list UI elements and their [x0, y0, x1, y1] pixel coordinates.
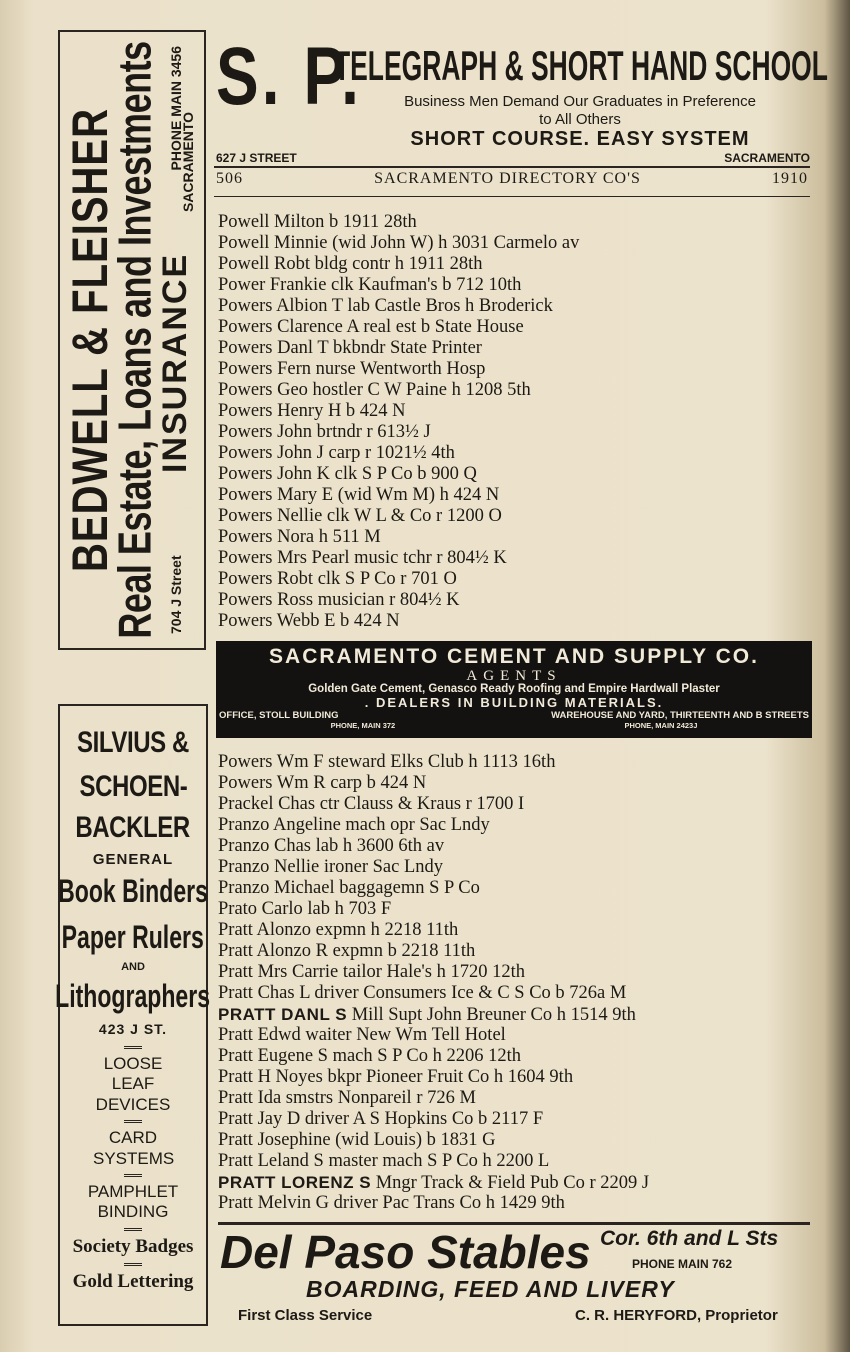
list-item: Pratt Melvin G driver Pac Trans Co h 1429 9th — [218, 1193, 565, 1213]
list-item: Powell Minnie (wid John W) h 3031 Carmelo av — [218, 233, 580, 253]
bedwell-business: Real Estate, Loans and Investments — [107, 41, 161, 639]
list-item: Pratt Mrs Carrie tailor Hale's h 1720 12th — [218, 962, 525, 982]
running-title: SACRAMENTO DIRECTORY CO'S — [374, 170, 641, 187]
list-item: Powers Clarence A real est b State House — [218, 317, 524, 337]
list-item: Powell Milton b 1911 28th — [218, 212, 417, 232]
silvius-svc-gold: Gold Lettering — [72, 1270, 194, 1292]
divider — [124, 1120, 142, 1123]
list-item: Powers Ross musician r 804½ K — [218, 590, 460, 610]
list-item: Powers Mrs Pearl music tchr r 804½ K — [218, 548, 507, 568]
list-item: Powers Webb E b 424 N — [218, 611, 400, 631]
header-sub-line-1: Business Men Demand Our Graduates in Preference — [404, 93, 756, 110]
bold-rest: Mngr Track & Field Pub Co r 2209 J — [371, 1173, 650, 1193]
running-year: 1910 — [772, 170, 808, 187]
cement-products: Golden Gate Cement, Genasco Ready Roofing and Empire Hardwall Plaster — [308, 683, 720, 695]
list-item: Pratt Edwd waiter New Wm Tell Hotel — [218, 1025, 506, 1045]
list-item: Powers Mary E (wid Wm M) h 424 N — [218, 485, 500, 505]
list-item: Powers Henry H b 424 N — [218, 401, 406, 421]
bold-name: PRATT LORENZ S — [218, 1173, 372, 1192]
cement-title: SACRAMENTO CEMENT AND SUPPLY CO. — [269, 645, 759, 668]
cement-locations — [216, 710, 812, 721]
list-item: Powers Nora h 511 M — [218, 527, 381, 547]
list-item: Pratt Ida smstrs Nonpareil r 726 M — [218, 1088, 476, 1108]
silvius-svc-loose-leaf: LOOSE LEAF DEVICES — [95, 1053, 171, 1114]
cement-phone-1: PHONE, MAIN 372 — [330, 721, 396, 730]
list-item: Prato Carlo lab h 703 F — [218, 899, 392, 919]
cement-phone-2: PHONE, MAIN 2423J — [624, 721, 698, 730]
silvius-name-2: SCHOEN- — [79, 769, 187, 803]
list-item: Powers Nellie clk W L & Co r 1200 O — [218, 506, 502, 526]
list-item: Pratt Jay D driver A S Hopkins Co b 2117 F — [218, 1109, 544, 1129]
bold-rest: Mill Supt John Breuner Co h 1514 9th — [347, 1005, 636, 1025]
bedwell-city: SACRAMENTO — [180, 111, 196, 213]
list-item: Pratt H Noyes bkpr Pioneer Fruit Co h 1604 9th — [218, 1067, 574, 1087]
header-city: SACRAMENTO — [724, 151, 810, 165]
silvius-svc-card: CARD SYSTEMS — [93, 1128, 175, 1168]
del-paso-phone: PHONE MAIN 762 — [632, 1257, 733, 1271]
bedwell-name: BEDWELL & FLEISHER — [63, 108, 119, 572]
running-head — [216, 170, 808, 188]
list-item: Powers Robt clk S P Co r 701 O — [218, 569, 457, 589]
silvius-lithographers: Lithographers — [55, 977, 211, 1014]
list-item: Pratt Eugene S mach S P Co h 2206 12th — [218, 1046, 522, 1066]
silvius-general: GENERAL — [92, 850, 174, 868]
cement-dealers: . DEALERS IN BUILDING MATERIALS. — [364, 695, 664, 710]
list-item: Powell Robt bldg contr h 1911 28th — [218, 254, 483, 274]
list-item: Powers Danl T bkbndr State Printer — [218, 338, 482, 358]
divider — [124, 1228, 142, 1231]
cement-office: OFFICE, STOLL BUILDING — [219, 710, 339, 721]
list-item: Powers John brtndr r 613½ J — [218, 422, 431, 442]
directory-listings-b — [218, 752, 818, 1214]
header-sub-line-2: to All Others — [539, 110, 621, 128]
divider — [124, 1046, 142, 1049]
list-item: Pranzo Angeline mach opr Sac Lndy — [218, 815, 490, 835]
del-paso-first-class: First Class Service — [238, 1307, 373, 1324]
bedwell-insurance: INSURANCE — [156, 252, 194, 473]
list-item: Pranzo Nellie ironer Sac Lndy — [218, 857, 444, 877]
list-item: Pratt Alonzo R expmn b 2218 11th — [218, 941, 476, 961]
list-item: Pratt Alonzo expmn h 2218 11th — [218, 920, 459, 940]
silvius-paper-rulers: Paper Rulers — [61, 919, 205, 956]
list-item: Pratt Leland S master mach S P Co h 2200 L — [218, 1151, 550, 1171]
list-item: Powers Geo hostler C W Paine h 1208 5th — [218, 380, 531, 400]
silvius-name-1: SILVIUS & — [77, 726, 189, 759]
silvius-book-binders: Book Binders — [58, 872, 208, 909]
header-subtitle — [360, 93, 800, 128]
silvius-svc-badges: Society Badges — [72, 1235, 194, 1257]
divider — [124, 1263, 142, 1266]
header-sp-logo: S. P. — [216, 31, 362, 122]
list-item: Powers Fern nurse Wentworth Hosp — [218, 359, 486, 379]
del-paso-proprietor: C. R. HERYFORD, Proprietor — [575, 1307, 778, 1324]
silvius-name-3: BACKLER — [75, 811, 191, 845]
silvius-schoenbackler-ad — [55, 704, 211, 1326]
bedwell-fleisher-ad — [58, 30, 206, 650]
list-item: Pratt Chas L driver Consumers Ice & C S Co b 726a M — [218, 983, 627, 1003]
list-item: Pranzo Michael baggagemn S P Co — [218, 878, 480, 898]
header-rule — [214, 166, 810, 168]
silvius-svc-pamphlet: PAMPHLET BINDING — [87, 1181, 179, 1222]
silvius-address: 423 J ST. — [98, 1020, 168, 1037]
list-item: Prackel Chas ctr Clauss & Kraus r 1700 I — [218, 794, 525, 814]
header-course: SHORT COURSE. EASY SYSTEM — [410, 128, 750, 150]
running-head-rule — [214, 196, 810, 197]
cement-warehouse: WAREHOUSE AND YARD, THIRTEENTH AND B STREETS — [551, 710, 809, 721]
directory-listings-a — [218, 212, 818, 632]
bedwell-city-wrap — [178, 102, 198, 222]
list-item-bold — [218, 1172, 818, 1193]
silvius-and: AND — [121, 960, 145, 973]
list-item: Powers Albion T lab Castle Bros h Broderick — [218, 296, 553, 316]
bold-name: PRATT DANL S — [218, 1005, 348, 1024]
bedwell-address: 704 J Street — [167, 555, 184, 634]
list-item: Pranzo Chas lab h 3600 6th av — [218, 836, 445, 856]
list-item-bold — [218, 1004, 818, 1025]
bedwell-phone: PHONE MAIN 3456 — [167, 46, 184, 171]
del-paso-services: BOARDING, FEED AND LIVERY — [306, 1276, 675, 1302]
list-item: Powers Wm F steward Elks Club h 1113 16th — [218, 752, 556, 772]
sacramento-cement-ad — [216, 641, 812, 738]
header-title: TELEGRAPH & SHORT HAND SCHOOL — [334, 42, 828, 89]
del-paso-corner: Cor. 6th and L Sts — [600, 1227, 779, 1250]
cement-phones — [216, 721, 812, 730]
list-item: Power Frankie clk Kaufman's b 712 10th — [218, 275, 522, 295]
list-item: Pratt Josephine (wid Louis) b 1831 G — [218, 1130, 496, 1150]
cement-agents: AGENTS — [466, 668, 562, 684]
divider — [124, 1174, 142, 1177]
list-item: Powers Wm R carp b 424 N — [218, 773, 427, 793]
del-paso-name: Del Paso Stables — [220, 1226, 591, 1278]
list-item: Powers John K clk S P Co b 900 Q — [218, 464, 477, 484]
page-number: 506 — [216, 170, 243, 187]
header-address: 627 J STREET — [216, 151, 297, 165]
list-item: Powers John J carp r 1021½ 4th — [218, 443, 455, 463]
